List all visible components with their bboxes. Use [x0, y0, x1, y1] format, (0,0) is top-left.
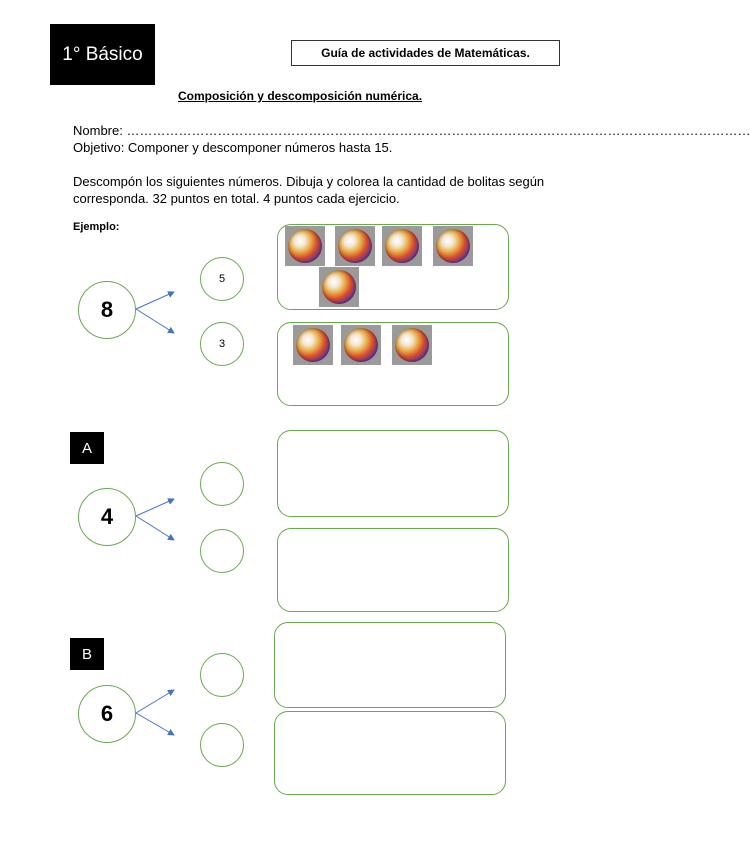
exercise-a-drawing-box-2[interactable] [277, 528, 509, 612]
a-arrow-down [136, 516, 174, 540]
exercise-b-badge: B [70, 638, 104, 670]
a-arrow-up [136, 499, 174, 516]
exercise-a-part-circle-2[interactable] [200, 529, 244, 573]
exercise-a-number-circle [78, 488, 136, 546]
example-arrow-up [136, 292, 174, 309]
marble-image [433, 226, 473, 266]
b-arrow-down [136, 713, 174, 735]
page-title: Composición y descomposición numérica. [177, 89, 423, 103]
example-part-circle-2 [200, 322, 244, 366]
exercise-b-drawing-box-2[interactable] [274, 711, 506, 795]
b-arrow-up [136, 690, 174, 713]
example-label: Ejemplo: [73, 221, 120, 233]
marble-image [382, 226, 422, 266]
example-part-1: 5 [218, 273, 226, 285]
marble-image [293, 325, 333, 365]
name-line: Nombre: ……………………………………………………………………………………………………………………………… [73, 123, 750, 138]
example-number: 8 [100, 297, 114, 322]
example-part-2: 3 [218, 338, 226, 350]
exercise-b-part-circle-1[interactable] [200, 653, 244, 697]
exercise-b-number: 6 [100, 701, 114, 726]
exercise-a-part-circle-1[interactable] [200, 462, 244, 506]
marble-image [319, 267, 359, 307]
guide-title: Guía de actividades de Matemáticas. [321, 46, 530, 60]
objective: Objetivo: Componer y descomponer números hasta 15. [73, 140, 393, 155]
exercise-b-drawing-box-1[interactable] [274, 622, 506, 708]
example-arrow-down [136, 309, 174, 333]
exercise-b-part-circle-2[interactable] [200, 723, 244, 767]
exercise-a-badge: A [70, 432, 104, 464]
example-part-circle-1 [200, 257, 244, 301]
exercise-b-number-circle [78, 685, 136, 743]
exercise-a-number: 4 [100, 504, 114, 529]
instruction-line-2: corresponda. 32 puntos en total. 4 puntos cada ejercicio. [73, 191, 400, 206]
marble-image [285, 226, 325, 266]
grade-badge: 1° Básico [50, 24, 155, 85]
instruction-line-1: Descompón los siguientes números. Dibuja y colorea la cantidad de bolitas según [73, 174, 545, 189]
marble-image [341, 325, 381, 365]
example-number-circle [78, 281, 136, 339]
exercise-a-drawing-box-1[interactable] [277, 430, 509, 517]
marble-image [392, 325, 432, 365]
marble-image [335, 226, 375, 266]
